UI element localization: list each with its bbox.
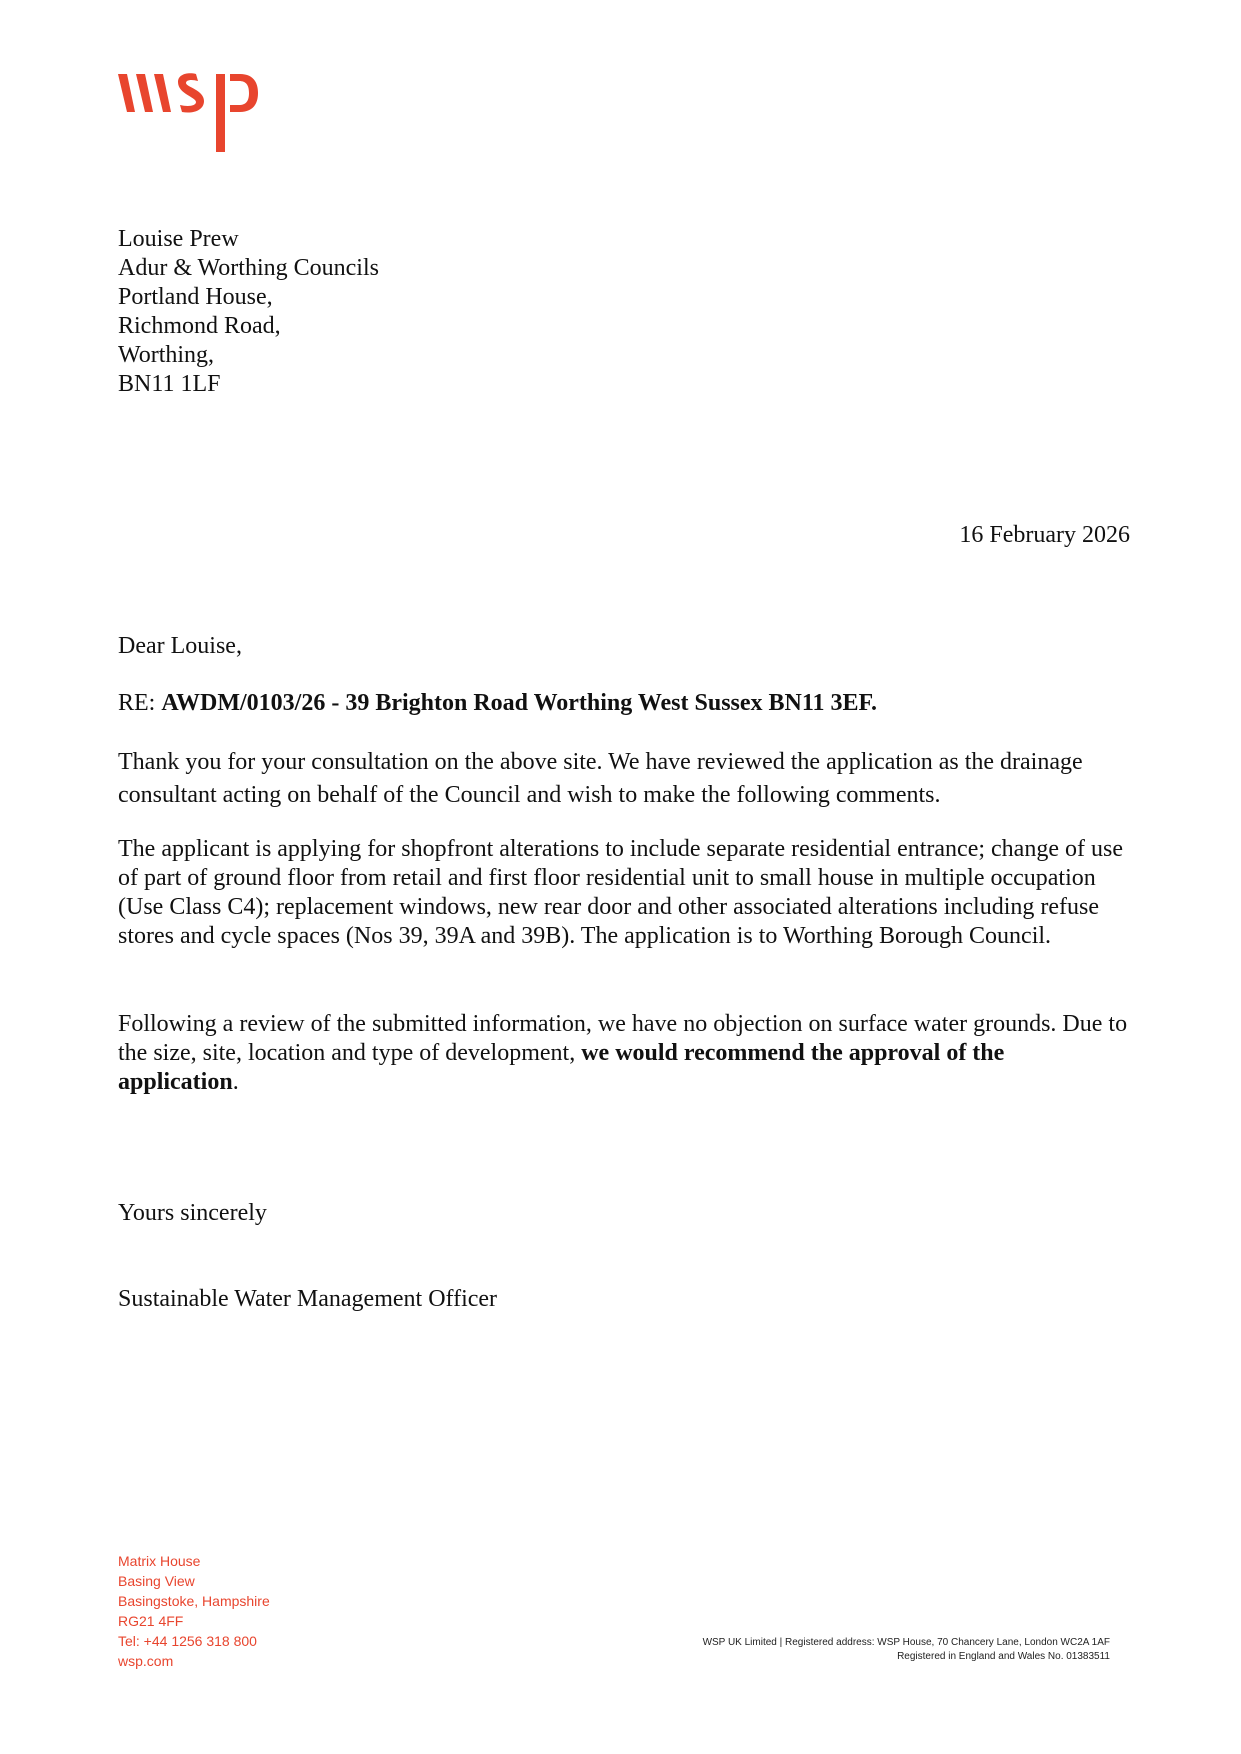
subject-prefix: RE: bbox=[118, 690, 162, 716]
recipient-organisation: Adur & Worthing Councils bbox=[118, 255, 379, 281]
recommendation-end: . bbox=[232, 1069, 239, 1095]
signatory-title: Sustainable Water Management Officer bbox=[118, 1286, 498, 1312]
recipient-name: Louise Prew bbox=[118, 226, 239, 252]
footer-address-line: Basing View bbox=[118, 1573, 195, 1589]
paragraph-consultation bbox=[118, 746, 1128, 812]
subject-line bbox=[118, 689, 1128, 718]
footer-legal bbox=[703, 1636, 1110, 1664]
footer-office-address bbox=[118, 1551, 270, 1671]
recipient-address-line: Worthing, bbox=[118, 342, 215, 368]
footer-address-line: RG21 4FF bbox=[118, 1613, 184, 1629]
salutation: Dear Louise, bbox=[118, 633, 242, 659]
footer-registered-address: WSP UK Limited | Registered address: WSP House, 70 Chancery Lane, London WC2A 1AF bbox=[702, 1637, 1110, 1648]
footer-address-line: Matrix House bbox=[118, 1553, 201, 1569]
footer-address-line: Basingstoke, Hampshire bbox=[118, 1593, 270, 1609]
paragraph-recommendation bbox=[118, 1010, 1128, 1097]
recipient-postcode: BN11 1LF bbox=[118, 371, 221, 397]
recipient-address bbox=[118, 225, 379, 399]
paragraph-text bbox=[118, 1010, 1128, 1097]
subject-reference: AWDM/0103/26 - 39 Brighton Road Worthing West Sussex BN11 3EF. bbox=[161, 690, 878, 716]
footer-registration-number: Registered in England and Wales No. 01383511 bbox=[897, 1651, 1110, 1662]
closing: Yours sincerely bbox=[118, 1200, 267, 1226]
paragraph-text: Thank you for your consultation on the above site. We have reviewed the application as the drainage consultant acting on behalf of the Council and wish to make the following comments. bbox=[118, 749, 1083, 808]
recipient-address-line: Portland House, bbox=[118, 284, 273, 310]
recommendation-text: Following a review of the submitted information, we have no objection on surface water grounds. Due to the size, site, location and type of development, bbox=[118, 1011, 1128, 1066]
wsp-logo bbox=[118, 72, 278, 154]
footer-website: wsp.com bbox=[118, 1653, 174, 1669]
recipient-address-line: Richmond Road, bbox=[118, 313, 281, 339]
paragraph-application-description bbox=[118, 835, 1128, 951]
letter-date: 16 February 2026 bbox=[959, 522, 1130, 548]
paragraph-text: The applicant is applying for shopfront alterations to include separate residential entrance; change of use of part of ground floor from retail and first floor residential unit to small house in multiple occupation (Use Class C4); replacement windows, new rear door and other associated alterations including refuse stores and cycle spaces (Nos 39, 39A and 39B). The application is to Worthing Borough Council. bbox=[118, 836, 1123, 949]
recommendation-bold: we would recommend the approval of the application bbox=[118, 1040, 1005, 1095]
footer-phone: Tel: +44 1256 318 800 bbox=[118, 1633, 257, 1649]
